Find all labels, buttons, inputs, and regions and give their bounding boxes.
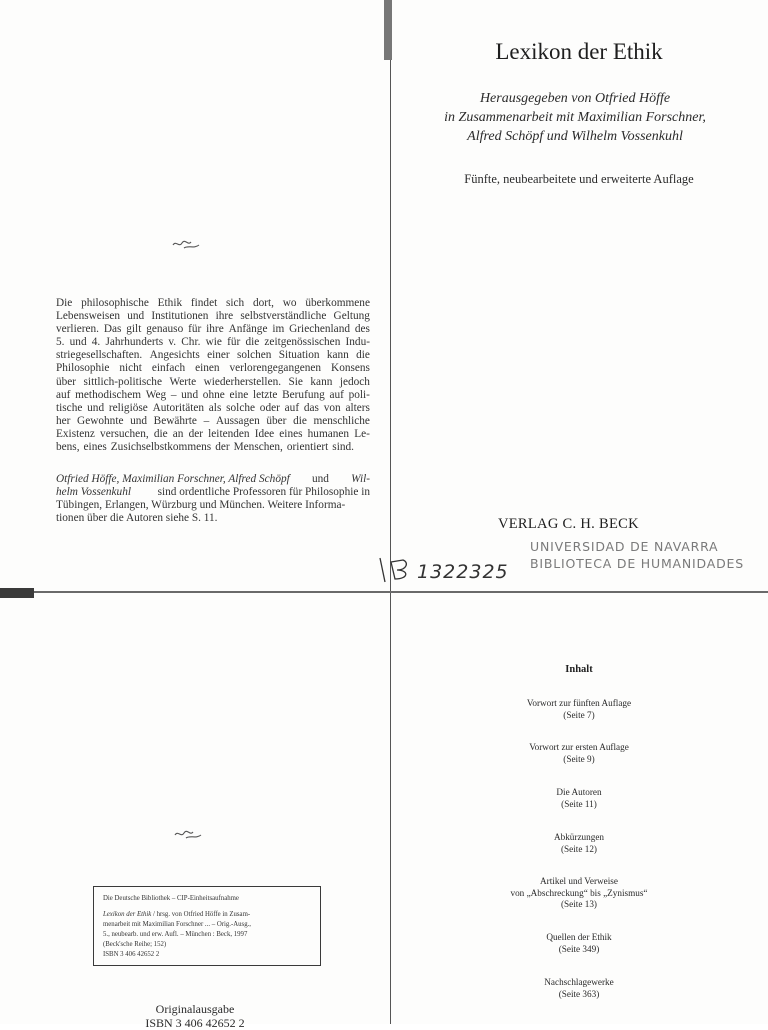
toc-entry-page: (Seite 363) <box>558 988 600 999</box>
pen-scribble-mark <box>170 236 204 252</box>
blurb-word: Anfänge <box>228 323 268 336</box>
blurb-word: Griechenland <box>289 323 350 336</box>
editor-line: in Zusammenarbeit mit Maximilian Forschner, <box>444 110 706 125</box>
blurb-word: die <box>356 349 370 362</box>
blurb-word: von <box>323 401 341 414</box>
blurb-word: findet <box>190 297 218 309</box>
toc-entry-title: Artikel und Verweise <box>540 876 618 886</box>
authors-names: Wil- <box>351 473 370 485</box>
blurb-word: im <box>272 323 285 336</box>
blurb-word: sittlich-politische <box>83 375 162 388</box>
blurb-word: wo <box>282 297 297 309</box>
blurb-word: humanen <box>307 427 350 440</box>
toc-entry <box>390 933 768 956</box>
blurb-word: tische <box>56 401 83 414</box>
toc-entry <box>390 833 768 856</box>
editor-line: Herausgegeben von Otfried Höffe <box>479 91 671 106</box>
blurb-word: poli- <box>348 388 370 401</box>
blurb-word: versuchen, <box>100 427 149 440</box>
blurb-word: zeitgenössischen <box>264 336 341 349</box>
spine-divider <box>390 0 391 1024</box>
cip-line: 5., neubearb. und erw. Aufl. – München : Beck, 1997 <box>103 931 248 938</box>
library-stamp-line: UNIVERSIDAD DE NAVARRA <box>530 539 719 554</box>
blurb-word: Sie <box>288 375 303 388</box>
cip-line <box>103 912 250 921</box>
blurb-word: Weg <box>145 388 167 401</box>
isbn-number: ISBN 3 406 42652 2 <box>145 1016 245 1030</box>
blurb-word: Philosophie <box>56 362 110 375</box>
blurb-line <box>56 363 370 376</box>
blurb-word: genauso <box>146 323 184 336</box>
blurb-word: dort, <box>252 297 274 309</box>
blurb-word: für <box>227 336 241 349</box>
blurb-word: Idee <box>254 427 275 440</box>
blurb-word: leitenden <box>208 427 250 440</box>
toc-entry-page: (Seite 13) <box>561 899 597 909</box>
blurb-word: des <box>354 323 370 336</box>
blurb-word: Aussagen <box>215 414 260 427</box>
blurb-word: Institutionen <box>151 310 209 323</box>
blurb-word: bens, <box>56 441 80 454</box>
blurb-word: Lebensweisen <box>56 310 120 323</box>
blurb-word: Werte <box>169 375 197 388</box>
library-stamp <box>530 541 744 575</box>
blurb-word: das <box>303 401 319 414</box>
handwritten-shelf-mark <box>377 548 517 588</box>
authors-note-text: sind ordentliche Professoren für Philosophie in <box>157 486 370 499</box>
blurb-word: über <box>56 375 77 388</box>
blurb-word: und <box>181 388 199 401</box>
blurb-word: Zusichselbstkommens <box>110 441 212 454</box>
toc-entry-range: von „Abschreckung“ bis „Zynismus“ <box>510 887 648 898</box>
blurb-word: Das <box>103 323 122 336</box>
book-title: Lexikon der Ethik <box>495 39 663 64</box>
blurb-word: der <box>215 441 230 454</box>
svg-text:1322325: 1322325 <box>417 561 509 583</box>
cip-line-rest: / hrsg. von Otfried Höffe in Zusam- <box>151 911 251 918</box>
toc-entry-title: Vorwort zur fünften Auflage <box>526 698 632 708</box>
pen-scribble-mark <box>172 826 206 842</box>
blurb-word: ohne <box>202 388 225 401</box>
blurb-word: kann <box>310 375 333 388</box>
blurb-word: oder <box>259 401 280 414</box>
blurb-word: einfach <box>151 362 186 375</box>
blurb-word: ihre <box>206 323 224 336</box>
cip-title: Lexikon der Ethik <box>103 911 152 918</box>
authors-names: Otfried Höffe, Maximilian Forschner, Alfred Schöpf <box>56 473 290 485</box>
blurb-word: die <box>245 336 260 349</box>
toc-entry-title: Nachschlagewerke <box>544 977 614 987</box>
blurb-word: jedoch <box>339 375 370 388</box>
blurb-word: wie <box>205 336 222 349</box>
blurb-word: Le- <box>354 427 370 440</box>
editors-block <box>410 92 740 149</box>
blurb-word: nicht <box>119 362 142 375</box>
blurb-word: die <box>293 414 307 427</box>
blurb-word: sind. <box>332 441 354 454</box>
blurb-word: 5. <box>56 336 65 349</box>
authors-note-text: und <box>311 473 329 485</box>
blurb-word: überkommene <box>305 297 370 309</box>
blurb-word: auf <box>329 388 344 401</box>
toc-entry <box>390 743 768 766</box>
contents-heading: Inhalt <box>565 664 593 675</box>
editor-line: Alfred Schöpf und Wilhelm Vossenkuhl <box>467 129 683 144</box>
blurb-word: letzte <box>252 388 278 401</box>
original-edition-label: Originalausgabe <box>155 1002 235 1016</box>
cip-line: Die Deutsche Bibliothek – CIP-Einheitsaufnahme <box>103 895 239 902</box>
scan-edge-mark <box>0 588 34 598</box>
authors-note-paragraph <box>56 474 370 526</box>
blurb-word: und <box>130 414 148 427</box>
blurb-word: v. <box>168 336 177 349</box>
blurb-word: menschliche <box>313 414 370 427</box>
toc-entry <box>390 877 768 912</box>
toc-entry-title: Vorwort zur ersten Auflage <box>529 742 629 752</box>
toc-entry-page: (Seite 349) <box>558 943 600 954</box>
blurb-word: gilt <box>126 323 142 336</box>
blurb-word: Bewährte <box>153 414 197 427</box>
blurb-word: – <box>203 414 210 427</box>
blurb-word: wiederherstellen. <box>203 375 282 388</box>
blurb-word: religiöse <box>108 401 148 414</box>
blurb-word: Indu- <box>345 336 370 349</box>
blurb-word: Chr. <box>181 336 201 349</box>
blurb-word: an <box>172 427 184 440</box>
blurb-word: methodischem <box>75 388 142 401</box>
toc-entry <box>390 788 768 811</box>
toc-entry-title: Quellen der Ethik <box>546 932 612 942</box>
authors-note-text: Tübingen, Erlangen, Würzburg und München. Weitere Informa- <box>56 499 346 512</box>
blurb-word: einer <box>207 349 230 362</box>
blurb-word: und <box>87 401 105 414</box>
blurb-word: Ethik <box>157 297 183 309</box>
blurb-line <box>56 416 370 429</box>
toc-entry-page: (Seite 12) <box>561 843 597 854</box>
authors-note-text: tionen über die Autoren siehe S. 11. <box>56 512 218 525</box>
publisher-name: VERLAG C. H. BECK <box>498 516 639 532</box>
blurb-word: eine <box>229 388 249 401</box>
blurb-word: solche <box>226 401 256 414</box>
blurb-word: ihre <box>215 310 234 323</box>
blurb-word: Die <box>56 297 73 309</box>
blurb-word: verlieren. <box>56 323 99 336</box>
title-page <box>390 0 768 592</box>
blurb-word: orientiert <box>286 441 329 454</box>
blurb-word: Situation <box>278 349 320 362</box>
blurb-word: und <box>127 310 145 323</box>
blurb-word: eines <box>279 427 303 440</box>
blurb-word: solchen <box>236 349 272 362</box>
blurb-word: Jahrhunderts <box>105 336 164 349</box>
blurb-word: die <box>153 427 168 440</box>
blurb-word: Gewohnte <box>77 414 124 427</box>
cip-record-box <box>93 886 321 966</box>
blurb-word: für <box>188 323 202 336</box>
blurb-word: sich <box>226 297 245 309</box>
blurb-line <box>56 377 370 390</box>
blurb-word: auf <box>56 388 71 401</box>
blurb-word: philosophische <box>81 297 149 309</box>
blurb-word: 4. <box>91 336 101 349</box>
blurb-word: alters <box>345 401 370 414</box>
blurb-word: auf <box>284 401 300 414</box>
blurb-word: Menschen, <box>233 441 283 454</box>
edition-statement: Fünfte, neubearbeitete und erweiterte Auflage <box>464 172 694 186</box>
blurb-word: eines <box>83 441 107 454</box>
toc-entry-title: Abkürzungen <box>553 832 604 842</box>
blurb-word: Autoritäten <box>152 401 205 414</box>
cip-line: ISBN 3 406 42652 2 <box>103 951 160 958</box>
blurb-line <box>56 442 370 455</box>
toc-entry-page: (Seite 7) <box>563 709 595 720</box>
toc-entry-page: (Seite 11) <box>561 798 597 809</box>
toc-entry-page: (Seite 9) <box>563 753 595 764</box>
blurb-word: selbstverständliche <box>240 310 327 323</box>
toc-entry <box>390 699 768 722</box>
cip-line: menarbeit mit Maximilian Forschner ... – Orig.-Ausg., <box>103 921 251 928</box>
blurb-word: Berufung <box>282 388 325 401</box>
blurb-word: der <box>188 427 204 440</box>
authors-names: helm Vossenkuhl <box>56 486 131 499</box>
blurb-word: Angesichts <box>149 349 200 362</box>
toc-entry-title: Die Autoren <box>556 787 602 797</box>
blurb-paragraph <box>56 298 370 455</box>
blurb-word: Geltung <box>333 310 370 323</box>
blurb-word: über <box>266 414 287 427</box>
page-fold-divider <box>0 591 768 593</box>
blurb-word: – <box>170 388 177 401</box>
toc-entry <box>390 978 768 1001</box>
blurb-line <box>56 390 370 403</box>
blurb-word: Konsens <box>331 362 370 375</box>
library-stamp-line: BIBLIOTECA DE HUMANIDADES <box>530 556 744 571</box>
blurb-word: kann <box>326 349 349 362</box>
cip-line: (Beck'sche Reihe; 152) <box>103 941 167 948</box>
blurb-line <box>56 403 370 416</box>
blurb-word: als <box>208 401 222 414</box>
blurb-word: striegesellschaften. <box>56 349 143 362</box>
blurb-word: und <box>69 336 87 349</box>
blurb-word: verlorengegangenen <box>229 362 322 375</box>
blurb-word: her <box>56 414 71 427</box>
blurb-word: Existenz <box>56 427 95 440</box>
blurb-word: einen <box>195 362 220 375</box>
